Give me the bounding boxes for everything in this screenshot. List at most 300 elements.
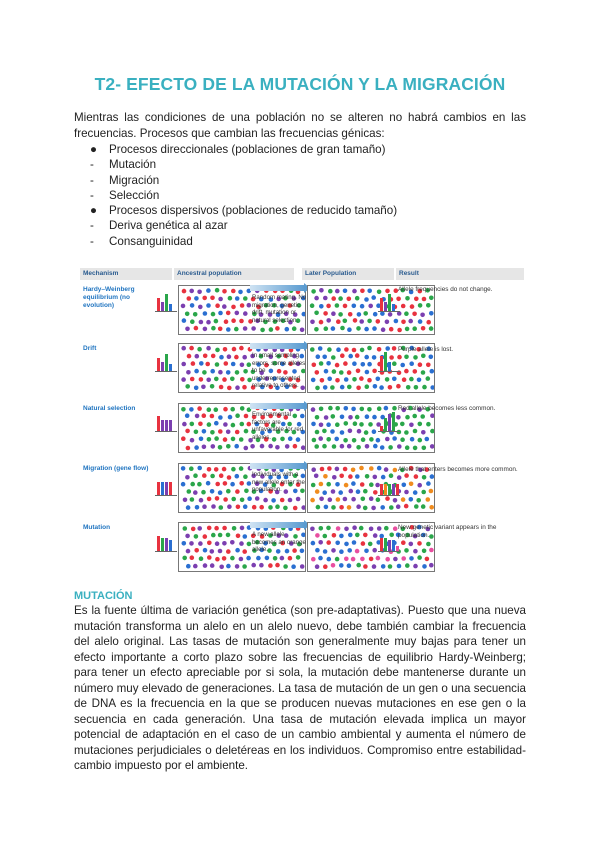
- allele-dot: [285, 444, 290, 449]
- allele-dot: [203, 548, 208, 553]
- allele-dot: [351, 557, 356, 562]
- allele-dot: [186, 549, 191, 554]
- allele-dot: [222, 526, 227, 531]
- allele-dot: [347, 370, 352, 375]
- allele-dot: [326, 422, 331, 427]
- allele-dot: [260, 444, 265, 449]
- allele-dot: [392, 377, 397, 382]
- allele-dot: [414, 385, 419, 390]
- allele-dot: [429, 563, 434, 568]
- allele-dot: [414, 474, 419, 479]
- allele-dot: [406, 385, 411, 390]
- allele-dot: [223, 407, 228, 412]
- allele-dot: [335, 303, 340, 308]
- allele-dot: [380, 505, 385, 510]
- allele-dot: [323, 534, 328, 539]
- dash-icon: -: [90, 234, 94, 248]
- allele-dot: [251, 326, 256, 331]
- allele-dot: [315, 370, 320, 375]
- allele-dot: [426, 363, 431, 368]
- allele-dot: [373, 444, 378, 449]
- list-item-text: Migración: [109, 173, 160, 187]
- allele-dot: [335, 467, 340, 472]
- allele-dot: [251, 563, 256, 568]
- allele-dot: [365, 370, 370, 375]
- allele-dot: [367, 378, 372, 383]
- allele-dot: [364, 327, 369, 332]
- allele-dot: [247, 303, 252, 308]
- allele-dot: [202, 296, 207, 301]
- allele-dot: [271, 498, 276, 503]
- allele-dot: [422, 475, 427, 480]
- allele-dot: [247, 422, 252, 427]
- list-item: [90, 203, 397, 218]
- allele-dot: [322, 355, 327, 360]
- allele-dot: [311, 407, 316, 412]
- dash-icon: -: [90, 188, 94, 202]
- allele-dot: [223, 347, 228, 352]
- allele-dot: [343, 467, 348, 472]
- allele-dot: [181, 346, 186, 351]
- allele-dot: [328, 289, 333, 294]
- allele-dot: [355, 353, 360, 358]
- allele-dot: [230, 407, 235, 412]
- allele-dot: [182, 289, 187, 294]
- allele-dot: [340, 430, 345, 435]
- ancestral-frequency-bars: [155, 350, 177, 372]
- allele-dot: [413, 446, 418, 451]
- allele-dot: [412, 414, 417, 419]
- allele-dot: [316, 505, 321, 510]
- allele-dot: [343, 361, 348, 366]
- allele-dot: [404, 369, 409, 374]
- dash-icon: -: [90, 219, 94, 233]
- allele-dot: [190, 438, 195, 443]
- allele-dot: [400, 363, 405, 368]
- allele-dot: [311, 422, 316, 427]
- allele-dot: [243, 534, 248, 539]
- allele-dot: [199, 377, 204, 382]
- allele-dot: [311, 378, 316, 383]
- allele-dot: [187, 296, 192, 301]
- allele-dot: [392, 436, 397, 441]
- allele-dot: [373, 533, 378, 538]
- allele-dot: [365, 474, 370, 479]
- allele-dot: [240, 303, 245, 308]
- allele-dot: [182, 422, 187, 427]
- allele-dot: [319, 304, 324, 309]
- later-frequency-bars: [378, 530, 400, 552]
- allele-dot: [182, 541, 187, 546]
- later-frequency-bars: [378, 474, 400, 496]
- allele-dot: [363, 311, 368, 316]
- allele-dot: [367, 362, 372, 367]
- section-title: MUTACIÓN: [74, 590, 133, 602]
- allele-dot: [352, 438, 357, 443]
- allele-dot: [331, 311, 336, 316]
- allele-dot: [210, 549, 215, 554]
- allele-dot: [218, 415, 223, 420]
- allele-dot: [311, 541, 316, 546]
- allele-dot: [356, 489, 361, 494]
- allele-dot: [421, 354, 426, 359]
- bar-axis: [155, 371, 177, 372]
- allele-dot: [191, 361, 196, 366]
- allele-dot: [244, 429, 249, 434]
- allele-dot: [409, 497, 414, 502]
- allele-dot: [226, 533, 231, 538]
- allele-dot: [397, 564, 402, 569]
- allele-dot: [404, 504, 409, 509]
- bar-axis: [378, 495, 400, 496]
- allele-dot: [338, 490, 343, 495]
- allele-dot: [372, 564, 377, 569]
- allele-dot: [323, 474, 328, 479]
- allele-dot: [352, 525, 357, 530]
- allele-dot: [199, 556, 204, 561]
- allele-dot: [219, 505, 224, 510]
- allele-dot: [194, 534, 199, 539]
- allele-dot: [235, 489, 240, 494]
- frequency-bar: [157, 416, 160, 432]
- allele-dot: [275, 326, 280, 331]
- allele-dot: [310, 498, 315, 503]
- allele-dot: [343, 497, 348, 502]
- bar-axis: [155, 495, 177, 496]
- allele-dot: [310, 347, 315, 352]
- allele-dot: [397, 444, 402, 449]
- allele-dot: [181, 466, 186, 471]
- list-item: [90, 142, 397, 157]
- allele-dot: [234, 444, 239, 449]
- allele-dot: [194, 430, 199, 435]
- allele-dot: [239, 346, 244, 351]
- bar-axis: [378, 431, 400, 432]
- allele-dot: [186, 505, 191, 510]
- allele-dot: [223, 481, 228, 486]
- allele-dot: [207, 467, 212, 472]
- allele-dot: [222, 467, 227, 472]
- allele-dot: [402, 483, 407, 488]
- allele-dot: [413, 549, 418, 554]
- frequency-bar: [161, 482, 164, 496]
- allele-dot: [197, 406, 202, 411]
- arrow-icon: [250, 285, 305, 291]
- allele-dot: [315, 564, 320, 569]
- allele-dot: [405, 563, 410, 568]
- allele-dot: [235, 548, 240, 553]
- allele-dot: [347, 444, 352, 449]
- allele-dot: [327, 557, 332, 562]
- allele-dot: [202, 429, 207, 434]
- allele-dot: [397, 328, 402, 333]
- allele-dot: [239, 466, 244, 471]
- allele-dot: [247, 496, 252, 501]
- allele-dot: [185, 312, 190, 317]
- allele-dot: [369, 527, 374, 532]
- allele-dot: [190, 422, 195, 427]
- allele-dot: [324, 505, 329, 510]
- allele-dot: [364, 297, 369, 302]
- allele-dot: [404, 430, 409, 435]
- allele-dot: [339, 370, 344, 375]
- allele-dot: [327, 377, 332, 382]
- allele-dot: [323, 296, 328, 301]
- allele-dot: [319, 320, 324, 325]
- allele-dot: [430, 369, 435, 374]
- allele-dot: [315, 548, 320, 553]
- allele-dot: [247, 362, 252, 367]
- allele-dot: [315, 533, 320, 538]
- allele-dot: [393, 557, 398, 562]
- allele-dot: [315, 415, 320, 420]
- allele-dot: [194, 386, 199, 391]
- allele-dot: [409, 423, 414, 428]
- allele-dot: [402, 377, 407, 382]
- allele-dot: [226, 370, 231, 375]
- page-title: T2- EFECTO DE LA MUTACIÓN Y LA MIGRACIÓN: [94, 74, 506, 94]
- allele-dot: [181, 436, 186, 441]
- allele-dot: [408, 319, 413, 324]
- bar-axis: [155, 311, 177, 312]
- allele-dot: [379, 385, 384, 390]
- allele-dot: [207, 555, 212, 560]
- allele-dot: [429, 326, 434, 331]
- allele-dot: [222, 377, 227, 382]
- allele-dot: [199, 437, 204, 442]
- allele-dot: [189, 466, 194, 471]
- allele-dot: [430, 444, 434, 449]
- allele-dot: [344, 527, 349, 532]
- allele-dot: [351, 481, 356, 486]
- allele-dot: [413, 355, 418, 360]
- allele-dot: [273, 556, 278, 561]
- allele-dot: [210, 369, 215, 374]
- dash-icon: -: [90, 173, 94, 187]
- allele-dot: [347, 385, 352, 390]
- allele-dot: [339, 534, 344, 539]
- allele-dot: [360, 482, 365, 487]
- allele-dot: [240, 422, 245, 427]
- allele-dot: [368, 304, 373, 309]
- allele-dot: [219, 473, 224, 478]
- allele-dot: [413, 429, 418, 434]
- allele-dot: [369, 482, 374, 487]
- frequency-bar: [165, 538, 168, 552]
- allele-dot: [405, 296, 410, 301]
- allele-dot: [336, 319, 341, 324]
- ancestral-frequency-bars: [155, 290, 177, 312]
- allele-dot: [203, 327, 208, 332]
- allele-dot: [319, 407, 324, 412]
- allele-dot: [359, 466, 364, 471]
- allele-dot: [413, 490, 418, 495]
- mechanism-label: Drift: [83, 345, 97, 352]
- allele-dot: [198, 541, 203, 546]
- allele-dot: [364, 430, 369, 435]
- allele-dot: [377, 466, 382, 471]
- arrow-icon: [250, 463, 305, 469]
- allele-dot: [352, 377, 357, 382]
- allele-dot: [353, 318, 358, 323]
- allele-dot: [417, 378, 422, 383]
- frequency-bar: [161, 538, 164, 552]
- allele-dot: [227, 475, 232, 480]
- mechanism-label: Migration (gene flow): [83, 465, 149, 472]
- dash-icon: -: [90, 158, 94, 172]
- allele-dot: [214, 319, 219, 324]
- allele-dot: [218, 490, 223, 495]
- allele-dot: [223, 437, 228, 442]
- allele-dot: [203, 563, 208, 568]
- allele-dot: [190, 303, 195, 308]
- allele-dot: [231, 497, 236, 502]
- allele-dot: [388, 385, 393, 390]
- allele-dot: [372, 415, 377, 420]
- allele-dot: [185, 384, 190, 389]
- allele-dot: [227, 354, 232, 359]
- allele-dot: [181, 304, 186, 309]
- allele-dot: [215, 541, 220, 546]
- allele-dot: [334, 437, 339, 442]
- allele-dot: [283, 506, 288, 511]
- allele-dot: [349, 489, 354, 494]
- allele-dot: [239, 481, 244, 486]
- allele-dot: [348, 533, 353, 538]
- allele-dot: [331, 505, 336, 510]
- allele-dot: [421, 326, 426, 331]
- allele-dot: [185, 413, 190, 418]
- allele-dot: [405, 327, 410, 332]
- allele-dot: [421, 490, 426, 495]
- allele-dot: [373, 312, 378, 317]
- allele-dot: [288, 556, 293, 561]
- allele-dot: [197, 290, 202, 295]
- allele-dot: [355, 296, 360, 301]
- allele-dot: [214, 407, 219, 412]
- list-item: [90, 157, 397, 172]
- allele-dot: [340, 326, 345, 331]
- result-text: New genetic variant appears in the population.: [398, 524, 497, 539]
- allele-dot: [197, 466, 202, 471]
- allele-dot: [318, 346, 323, 351]
- list-item: [90, 188, 397, 203]
- allele-dot: [182, 318, 187, 323]
- allele-dot: [240, 498, 245, 503]
- allele-dot: [417, 555, 422, 560]
- allele-dot: [315, 386, 320, 391]
- allele-dot: [314, 311, 319, 316]
- allele-dot: [348, 312, 353, 317]
- header-mechanism: Mechanism: [80, 268, 172, 280]
- allele-dot: [426, 542, 431, 547]
- allele-dot: [393, 468, 398, 473]
- allele-dot: [367, 407, 372, 412]
- allele-dot: [422, 549, 427, 554]
- allele-dot: [256, 556, 261, 561]
- allele-dot: [311, 289, 316, 294]
- allele-dot: [389, 327, 394, 332]
- allele-dot: [239, 319, 244, 324]
- allele-dot: [328, 497, 333, 502]
- allele-dot: [214, 467, 219, 472]
- allele-dot: [211, 326, 216, 331]
- allele-dot: [340, 353, 345, 358]
- allele-dot: [189, 346, 194, 351]
- allele-dot: [347, 297, 352, 302]
- allele-dot: [246, 556, 251, 561]
- allele-dot: [226, 430, 231, 435]
- allele-dot: [242, 549, 247, 554]
- allele-dot: [409, 377, 414, 382]
- allele-dot: [363, 564, 368, 569]
- allele-dot: [263, 498, 268, 503]
- allele-dot: [332, 533, 337, 538]
- allele-dot: [335, 406, 340, 411]
- allele-dot: [301, 505, 305, 510]
- allele-dot: [359, 422, 364, 427]
- allele-dot: [311, 467, 316, 472]
- allele-dot: [230, 540, 235, 545]
- allele-dot: [222, 556, 227, 561]
- frequency-bar: [380, 538, 383, 552]
- allele-dot: [426, 497, 431, 502]
- allele-dot: [422, 446, 427, 451]
- allele-dot: [344, 421, 349, 426]
- allele-dot: [322, 444, 327, 449]
- allele-dot: [429, 355, 434, 360]
- allele-dot: [202, 445, 207, 450]
- allele-dot: [372, 326, 377, 331]
- allele-dot: [232, 526, 237, 531]
- allele-dot: [315, 430, 320, 435]
- allele-dot: [214, 436, 219, 441]
- allele-dot: [335, 289, 340, 294]
- allele-dot: [224, 319, 229, 324]
- allele-dot: [332, 444, 337, 449]
- allele-dot: [201, 385, 206, 390]
- allele-dot: [339, 505, 344, 510]
- frequency-bar: [165, 294, 168, 312]
- allele-dot: [322, 429, 327, 434]
- allele-dot: [202, 413, 207, 418]
- allele-dot: [215, 496, 220, 501]
- allele-dot: [316, 354, 321, 359]
- allele-dot: [283, 564, 288, 569]
- allele-dot: [426, 481, 431, 486]
- allele-dot: [228, 296, 233, 301]
- allele-dot: [420, 414, 425, 419]
- frequency-bar: [392, 412, 395, 432]
- allele-dot: [416, 498, 421, 503]
- allele-dot: [369, 437, 374, 442]
- allele-dot: [331, 548, 336, 553]
- allele-dot: [193, 312, 198, 317]
- allele-dot: [401, 540, 406, 545]
- allele-dot: [343, 438, 348, 443]
- allele-dot: [348, 354, 353, 359]
- allele-dot: [195, 414, 200, 419]
- allele-dot: [244, 489, 249, 494]
- allele-dot: [211, 312, 216, 317]
- section-body: Es la fuente última de variación genética (son pre-adaptativas). Puesto que una nueva mutación transforma un alelo en un alelo nuevo, debe también cambiar la frecuencia del alelo original. Las tasas de mutación son generalmente muy bajas para tener un efecto importante a corto plazo sobre las frecuencias de equilibrio Hardy-Weinberg; para tener un efecto apreciable por si sola, la mutación debe mantenerse durante un número muy elevado de generaciones. La tasa de mutación de un gen o una secuencia de DNA es la frecuencia en la que se producen nuevas mutaciones en ese gen o la secuencia en cada generación. Una tasa de mutación elevada implica un mayor potencial de adaptación en el caso de un cambio ambiental y aumenta el número de mutaciones perjudiciales o deletéreas en los individuos. Compromiso entre estabilidad-cambio impuesto por el ambiente.: [74, 604, 526, 772]
- allele-dot: [202, 504, 207, 509]
- allele-dot: [218, 311, 223, 316]
- allele-dot: [348, 415, 353, 420]
- allele-dot: [194, 326, 199, 331]
- allele-dot: [252, 505, 257, 510]
- allele-dot: [186, 370, 191, 375]
